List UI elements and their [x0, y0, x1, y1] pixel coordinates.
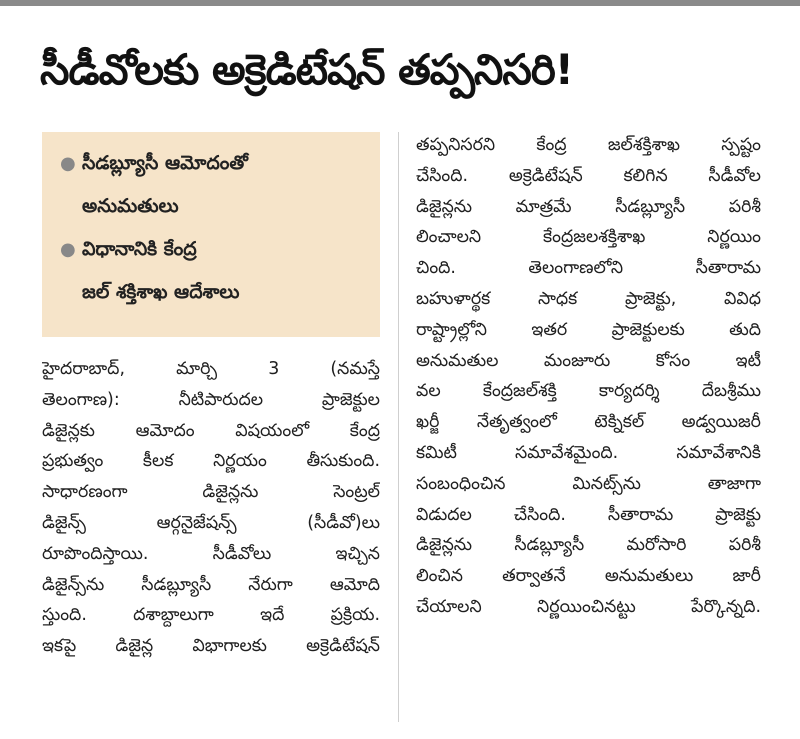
body-line: తప్పనిసరని కేంద్ర జల్‌శక్తిశాఖ స్పష్టం	[416, 135, 761, 155]
body-line: హైదరాబాద్, మార్చి 3 (నమస్తే	[42, 359, 380, 379]
highlight-line: సీడబ్ల్యూసీ ఆమోదంతో	[82, 152, 248, 174]
body-line: చేసింది. అక్రెడిటేషన్ కలిగిన సీడీవోల	[416, 165, 761, 186]
highlight-box	[42, 132, 380, 337]
body-line: లించాలని కేంద్రజలశక్తిశాఖ నిర్ణయిం	[416, 227, 761, 248]
body-line: ఖర్జీ నేతృత్వంలో టెక్నికల్ అడ్వయిజరీ	[416, 412, 761, 433]
column-divider	[398, 132, 399, 722]
body-line: సంబంధించిన మినట్స్‌ను తాజాగా	[416, 473, 761, 494]
body-line: అనుమతుల మంజూరు కోసం ఇటీ	[416, 350, 761, 371]
body-line: డిజైన్స్ ఆర్గనైజేషన్స్ (సీడీవో)లు	[42, 512, 380, 533]
body-line: లించిన తర్వాతనే అనుమతులు జారీ	[416, 566, 761, 587]
body-line: డిజైన్లకు ఆమోదం విషయంలో కేంద్ర	[42, 420, 380, 441]
highlight-line: అనుమతులు	[82, 195, 179, 217]
body-line: రాష్ట్రాల్లోని ఇతర ప్రాజెక్టులకు తుది	[416, 319, 761, 340]
body-line: చింది. తెలంగాణలోని సీతారామ	[416, 258, 761, 279]
right-column	[416, 130, 761, 623]
body-line: ప్రభుత్వం కీలక నిర్ణయం తీసుకుంది.	[42, 451, 380, 472]
highlight-line: విధానానికి కేంద్ర	[82, 238, 197, 260]
body-line: కమిటీ సమావేశమైంది. సమావేశానికి	[416, 442, 761, 463]
body-line: డిజైన్లను మాత్రమే సీడబ్ల్యూసీ పరిశీ	[416, 196, 761, 217]
body-line: చేయాలని నిర్ణయించినట్టు పేర్కొన్నది.	[416, 596, 761, 617]
bullet-icon: ●	[60, 153, 76, 174]
headline: సీడీవోలకు అక్రెడిటేషన్ తప్పనిసరి!	[40, 45, 573, 94]
highlight-item	[60, 228, 370, 314]
body-line: ఇకపై డిజైన్ల విభాగాలకు అక్రెడిటేషన్	[42, 636, 380, 657]
body-line: విడుదల చేసింది. సీతారామ ప్రాజెక్టు	[416, 504, 761, 525]
top-rule	[0, 0, 800, 6]
body-line: డిజైన్స్‌ను సీడబ్ల్యూసీ నేరుగా ఆమోది	[42, 574, 380, 595]
body-line: బహుళార్థక సాధక ప్రాజెక్టు, వివిధ	[416, 288, 761, 309]
body-line: సాధారణంగా డిజైన్లను సెంట్రల్	[42, 482, 380, 503]
bullet-icon: ●	[60, 239, 76, 260]
highlight-line: జల్ శక్తిశాఖ ఆదేశాలు	[82, 281, 240, 303]
body-line: స్తుంది. దశాబ్దాలుగా ఇదే ప్రక్రియ.	[42, 605, 380, 626]
body-line: వల కేంద్రజల్‌శక్తి కార్యదర్శి దేబశ్రీము	[416, 381, 761, 402]
highlight-item	[60, 142, 370, 228]
body-line: రూపొందిస్తాయి. సీడీవోలు ఇచ్చిన	[42, 543, 380, 564]
body-line: డిజైన్లను సీడబ్ల్యూసీ మరోసారి పరిశీ	[416, 535, 761, 556]
left-column	[42, 354, 380, 662]
body-line: తెలంగాణ): నీటిపారుదల ప్రాజెక్టుల	[42, 389, 380, 410]
